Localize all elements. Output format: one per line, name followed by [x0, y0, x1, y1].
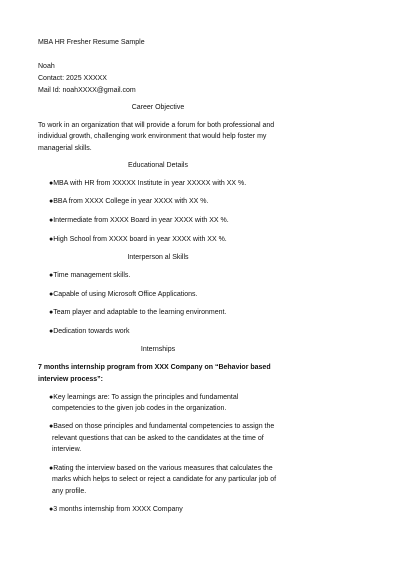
internship-item: ●Rating the interview based on the various measures that calculates the: [49, 465, 273, 472]
objective-line: individual growth, challenging work environment that would help foster my: [38, 133, 267, 140]
internships-heading: Internships: [140, 346, 176, 353]
internship-item: relevant questions that can be asked to the candidates at the time of: [52, 435, 264, 442]
internship-item: marks which helps to select or reject a candidate for any particular job of: [52, 476, 277, 483]
contact-phone: Contact: 2025 XXXXX: [38, 75, 107, 82]
skill-item: ●Team player and adaptable to the learning environment.: [49, 309, 227, 316]
internship-item: competencies to the given job codes in the organization.: [52, 405, 227, 412]
skills-heading: Interperson al Skills: [127, 254, 189, 261]
skill-item: ●Capable of using Microsoft Office Applications.: [49, 291, 198, 298]
skill-item: ●Time management skills.: [49, 272, 131, 279]
career-objective-heading: Career Objective: [131, 104, 185, 111]
candidate-name: Noah: [38, 63, 55, 70]
education-item: ●Intermediate from XXXX Board in year XXXX with XX %.: [49, 217, 229, 224]
internship-item: any profile.: [52, 488, 87, 495]
internship-item: ●Based on those principles and fundamental competencies to assign the: [49, 423, 275, 430]
internship-program-title: 7 months internship program from XXX Company on “Behavior based: [38, 364, 271, 371]
internship-program-title: interview process”:: [38, 376, 103, 383]
contact-email: Mail Id: noahXXXX@gmail.com: [38, 87, 136, 94]
education-item: ●High School from XXXX board in year XXXX with XX %.: [49, 236, 227, 243]
education-item: ●BBA from XXXX College in year XXXX with XX %.: [49, 198, 209, 205]
skill-item: ●Dedication towards work: [49, 328, 130, 335]
internship-item: ●Key learnings are: To assign the principles and fundamental: [49, 394, 239, 401]
document-title: MBA HR Fresher Resume Sample: [38, 39, 145, 46]
education-heading: Educational Details: [128, 162, 188, 169]
internship-item: ●3 months internship from XXXX Company: [49, 506, 183, 513]
objective-line: managerial skills.: [38, 145, 92, 152]
education-item: ●MBA with HR from XXXXX Institute in year XXXXX with XX %.: [49, 180, 247, 187]
objective-line: To work in an organization that will provide a forum for both professional and: [38, 122, 275, 129]
internship-item: interview.: [52, 446, 82, 453]
